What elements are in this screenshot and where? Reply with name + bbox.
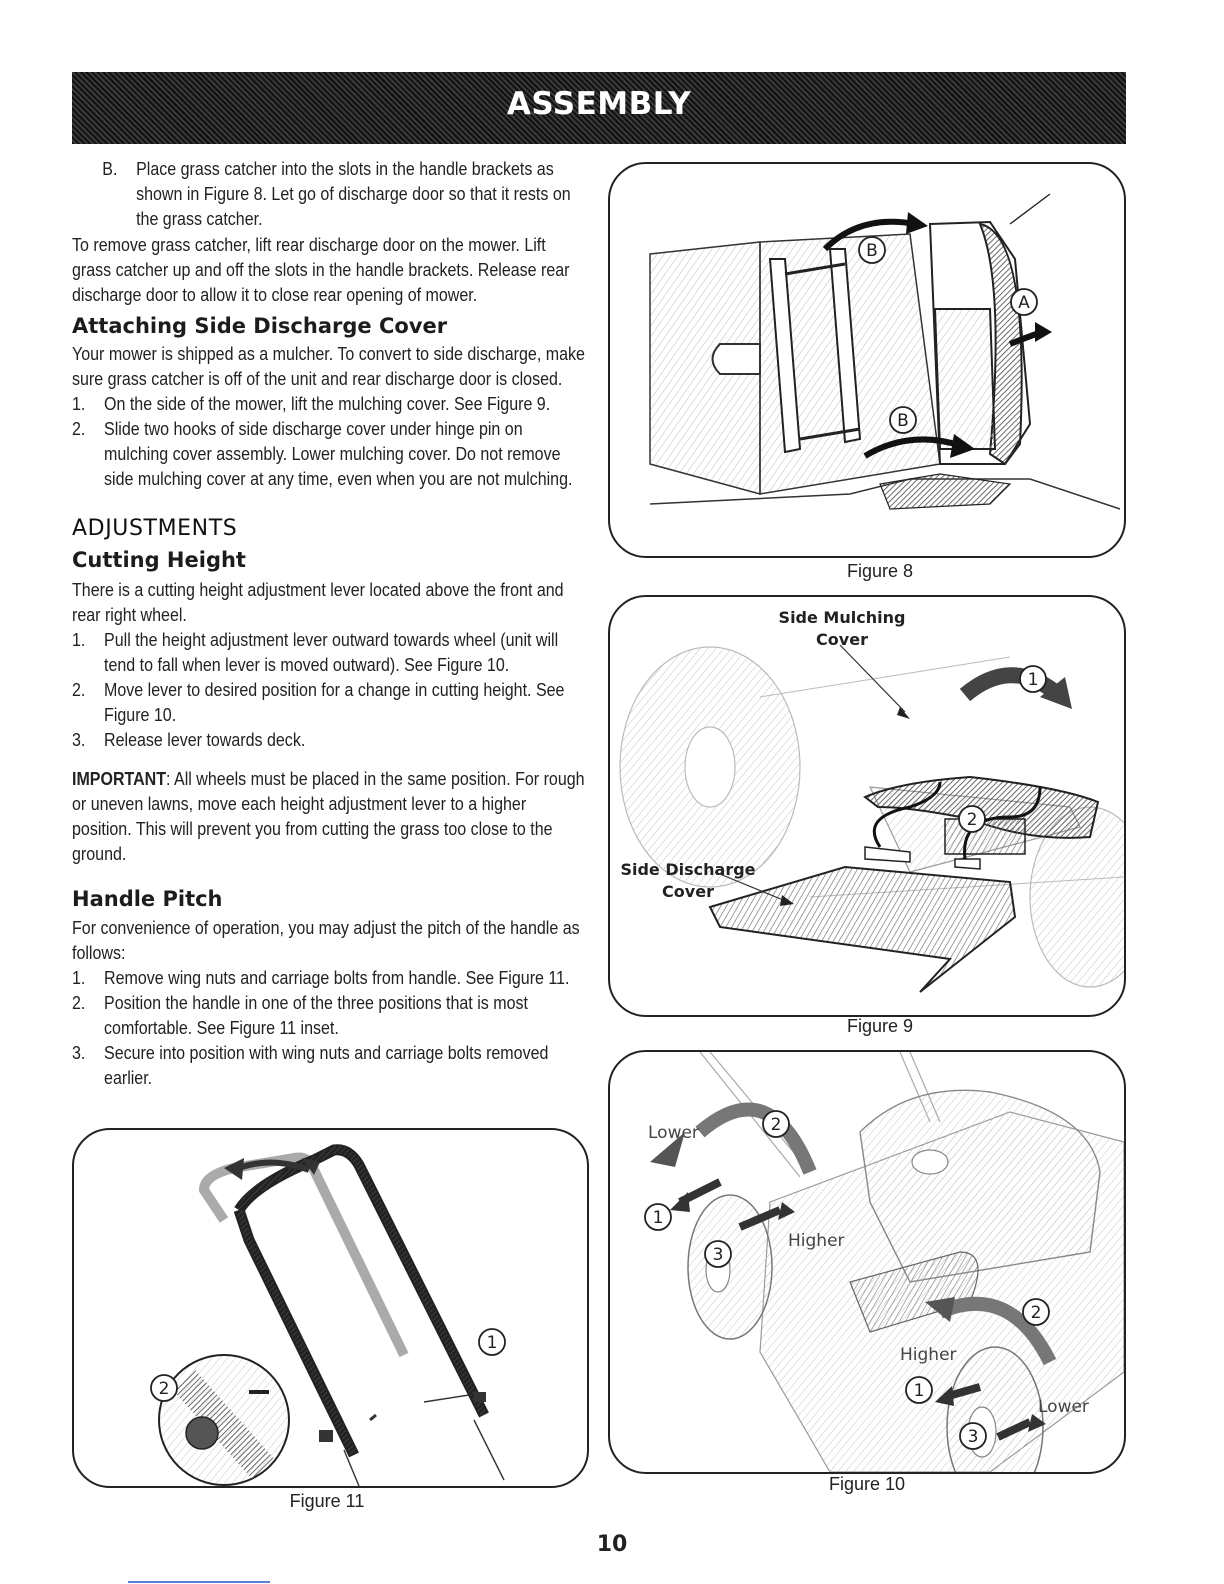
callout-b-top [859,237,885,263]
list-item [72,991,588,1041]
step-number: 2. [72,680,86,700]
label-side-discharge: Side Discharge [620,860,756,879]
callout-text: A [1018,293,1030,313]
list-item [72,417,588,492]
step-text: Position the handle in one of the three positions that is most comfortable. See Figure 11 inset. [104,993,528,1038]
step-text: Secure into position with wing nuts and carriage bolts removed earlier. [104,1043,549,1088]
leader-line [1010,194,1050,224]
arrow-head [670,1192,690,1212]
list-item [72,628,588,678]
remove-grass-catcher-text: To remove grass catcher, lift rear discharge door on the mower. Lift grass catcher up and off the slots in the handle brackets. Release rear discharge door to allow it to close rear opening of mower. [72,235,570,305]
important-text: : All wheels must be placed in the same position. For rough or uneven lawns, move each height adjustment lever to a higher position. This will prevent you from cutting the grass too close to the ground. [72,769,585,864]
callout-text: 2 [1030,1303,1042,1323]
important-note [72,767,588,867]
list-item [72,678,588,728]
figure-11-caption: Figure 11 [289,1491,365,1511]
label-side-mulching-cover: Cover [816,630,868,649]
callout-2 [151,1375,177,1401]
cutting-height-steps [72,628,588,753]
figure-10-caption: Figure 10 [828,1474,906,1494]
handle-pitch-steps [72,966,588,1091]
section-header-bar [72,72,1126,144]
callout-1 [479,1329,505,1355]
step-number: 1. [72,394,86,414]
callout-text: B [866,241,878,261]
callout-2 [959,806,985,832]
arrow-head [1035,322,1052,342]
adjustments-heading: ADJUSTMENTS [72,516,238,541]
figure-10 [608,1050,1126,1474]
figure-9-illustration [610,597,1124,1015]
callout-text: 1 [486,1333,498,1353]
handle-pitch-intro: For convenience of operation, you may adjust the pitch of the handle as follows: [72,918,580,963]
cutting-height-intro: There is a cutting height adjustment lever located above the front and rear right wheel. [72,580,564,625]
figure-8-caption: Figure 8 [846,561,914,581]
step-text: Release lever towards deck. [104,730,306,750]
callout-text: 3 [967,1427,979,1447]
arrow-head [906,212,928,234]
callout-2-rear [1023,1299,1049,1325]
list-item [72,392,588,417]
callout-1-rear [906,1377,932,1403]
footer-divider [128,1581,270,1583]
wing-nut [474,1392,486,1402]
step-text: Move lever to desired position for a change in cutting height. See Figure 10. [104,680,565,725]
wing-nut [319,1430,333,1442]
label-side-discharge-cover: Cover [662,882,714,901]
callout-a [1011,289,1037,315]
callout-text: 2 [770,1115,782,1135]
figure-9-caption: Figure 9 [846,1016,914,1036]
carriage-bolt [370,1415,376,1420]
door-panel [935,309,995,449]
callout-text: B [897,411,909,431]
page-number: 10 [596,1532,628,1557]
label-side-mulching: Side Mulching [778,608,906,627]
cover-hook [955,859,980,869]
figure-9 [608,595,1126,1017]
label-higher-front: Higher [788,1231,845,1251]
step-number: 1. [72,968,86,988]
arrow-head [224,1158,244,1180]
callout-2-front [763,1111,789,1137]
step-b-letter: B. [102,159,118,179]
list-item [72,728,588,753]
cutting-height-heading: Cutting Height [72,548,246,572]
figure-8 [608,162,1126,558]
handle-pitch-heading: Handle Pitch [72,887,223,911]
label-higher-rear: Higher [900,1345,957,1365]
side-discharge-steps [72,392,588,492]
figure-11 [72,1128,589,1488]
callout-3-front [705,1241,731,1267]
section-title: ASSEMBLY [506,86,692,122]
important-label: IMPORTANT [72,769,167,789]
callout-text: 1 [913,1381,925,1401]
oil-cap [912,1150,948,1174]
figure-11-illustration [74,1130,587,1486]
step-text: Remove wing nuts and carriage bolts from handle. See Figure 11. [104,968,570,988]
step-text: On the side of the mower, lift the mulching cover. See Figure 9. [104,394,551,414]
hinge-spring [945,819,1025,854]
callout-b-bottom [890,407,916,433]
side-discharge-heading: Attaching Side Discharge Cover [72,314,448,338]
left-column [72,157,587,1091]
step-number: 2. [72,419,86,439]
figure-8-illustration [610,164,1124,556]
step-text: Pull the height adjustment lever outward towards wheel (unit will tend to fall when lever is moved outward). See Figure 10. [104,630,559,675]
callout-text: 2 [966,810,978,830]
side-discharge-intro: Your mower is shipped as a mulcher. To convert to side discharge, make sure grass catcher is off of the unit and rear discharge door is closed. [72,344,585,389]
callout-1 [1020,666,1046,692]
figure-10-illustration [610,1052,1124,1472]
callout-text: 1 [652,1208,664,1228]
carriage-bolt [424,1395,469,1402]
step-number: 1. [72,630,86,650]
mower-engine [860,1090,1100,1282]
lower-handle-lines [344,1420,504,1486]
step-b-text: Place grass catcher into the slots in the handle brackets as shown in Figure 8. Let go of discharge door so that it rests on the grass catcher. [136,159,571,229]
step-number: 3. [72,730,86,750]
callout-text: 3 [712,1245,724,1265]
step-b [72,157,652,232]
callout-3-rear [960,1423,986,1449]
arc-arrow [700,1110,810,1173]
arrow-head [897,707,910,719]
handle-grip [713,344,761,374]
list-item [72,966,588,991]
label-lower-front: Lower [648,1123,699,1143]
label-lower-rear: Lower [1038,1397,1089,1417]
step-number: 3. [72,1043,86,1063]
callout-text: 2 [158,1379,170,1399]
callout-text: 1 [1027,670,1039,690]
step-number: 2. [72,993,86,1013]
inset-wing-nut [186,1417,218,1449]
wheel-hub [685,727,735,807]
callout-1-front [645,1204,671,1230]
list-item [72,1041,588,1091]
step-text: Slide two hooks of side discharge cover under hinge pin on mulching cover assembly. Lower mulching cover. Do not remove side mulching cover at any time, even when you are not mulching. [104,419,573,489]
side-discharge-cover [710,867,1015,992]
leader-line [840,645,905,712]
